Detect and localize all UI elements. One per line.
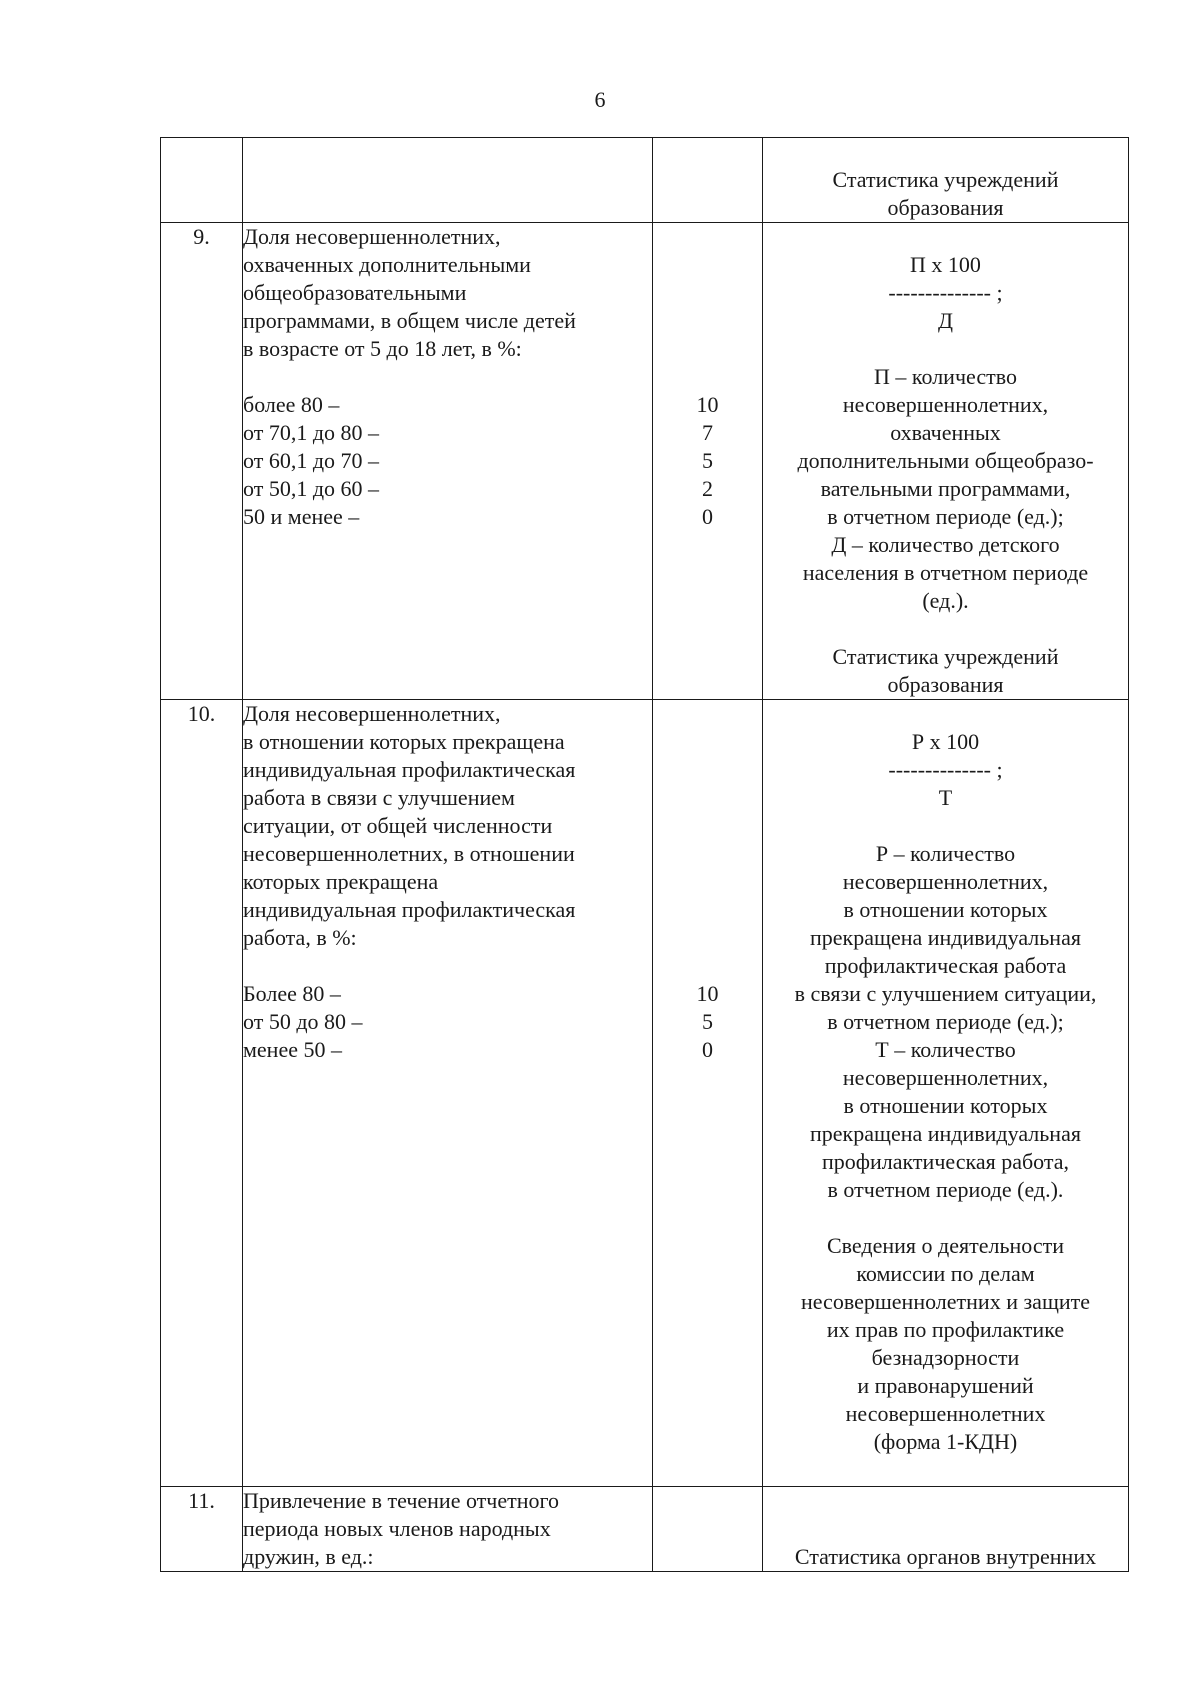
range-line: от 60,1 до 70 – [243,448,380,473]
definition-line: Р – количество [875,841,1016,866]
row-number: 11. [161,1487,243,1572]
indicator-cell [243,1487,653,1572]
source-line: образования [887,672,1004,697]
table-row [161,138,1129,223]
source-line: (форма 1-КДН) [873,1429,1018,1454]
indicator-cell [243,700,653,1487]
indicator-title-line: ситуации, от общей численности [243,813,553,838]
definition-line: вательными программами, [820,476,1071,501]
points-value: 5 [702,448,713,473]
range-line: от 50,1 до 60 – [243,476,380,501]
range-line: от 50 до 80 – [243,1009,363,1034]
formula-denominator: Д [937,308,953,333]
indicator-title-line: общеобразовательными [243,280,467,305]
indicator-title-line: охваченных дополнительными [243,252,531,277]
points-cell [653,700,763,1487]
indicator-title-line: индивидуальная профилактическая [243,897,576,922]
source-line: образования [887,195,1004,220]
range-line: 50 и менее – [243,504,360,529]
source-cell [763,1487,1129,1572]
method-cell [763,700,1129,1487]
definition-line: в отчетном периоде (ед.). [827,1177,1064,1202]
formula-fraction-line: -------------- ; [888,757,1003,782]
indicator-title-line: программами, в общем числе детей [243,308,576,333]
points-value: 5 [702,1009,713,1034]
source-line: и правонарушений [857,1373,1034,1398]
points-value: 7 [702,420,713,445]
indicator-title-line: в возрасте от 5 до 18 лет, в %: [243,336,522,361]
indicator-title-line: Доля несовершеннолетних, [243,224,501,249]
range-line: от 70,1 до 80 – [243,420,380,445]
definition-line: населения в отчетном периоде [802,560,1089,585]
range-line: менее 50 – [243,1037,342,1062]
points-value: 10 [696,392,719,417]
definition-line: Т – количество [875,1037,1016,1062]
points-value: 0 [702,1037,713,1062]
points-cell [653,1487,763,1572]
table-row [161,223,1129,700]
definition-line: несовершеннолетних, [842,1065,1049,1090]
source-line: Статистика учреждений [832,167,1059,192]
source-line: Статистика учреждений [832,644,1059,669]
indicator-title-line: в отношении которых прекращена [243,729,565,754]
points-value: 10 [696,981,719,1006]
formula-numerator: П х 100 [910,252,981,277]
page-number: 6 [594,87,606,112]
indicator-cell [243,223,653,700]
range-line: более 80 – [243,392,340,417]
row-number-cell [161,138,243,223]
definition-line: Д – количество детского [831,532,1060,557]
indicator-title-line: Привлечение в течение отчетного [243,1488,559,1513]
method-cell [763,223,1129,700]
indicator-title-line: Доля несовершеннолетних, [243,701,501,726]
definition-line: дополнительными общеобразо- [797,448,1094,473]
row-number: 9. [161,223,243,700]
source-line: безнадзорности [871,1345,1020,1370]
definition-line: охваченных [890,420,1001,445]
source-line: Сведения о деятельности [827,1233,1064,1258]
definition-line: прекращена индивидуальная [810,925,1081,950]
indicator-title-line: несовершеннолетних, в отношении [243,841,575,866]
points-value: 2 [702,476,713,501]
source-cell [763,138,1129,223]
source-line: их прав по профилактике [826,1317,1065,1342]
source-line: комиссии по делам [856,1261,1035,1286]
source-line: несовершеннолетних и защите [800,1289,1091,1314]
indicators-table [160,137,1129,1572]
indicator-title-line: которых прекращена [243,869,439,894]
table-row [161,1487,1129,1572]
points-cell [653,223,763,700]
indicator-cell [243,138,653,223]
indicator-title-line: работа в связи с улучшением [243,785,515,810]
definition-line: (ед.). [922,588,969,613]
points-cell [653,138,763,223]
definition-line: профилактическая работа [824,953,1067,978]
definition-line: профилактическая работа, [821,1149,1070,1174]
table-row [161,700,1129,1487]
source-line: несовершеннолетних [845,1401,1046,1426]
definition-line: П – количество [874,364,1017,389]
definition-line: прекращена индивидуальная [810,1121,1081,1146]
range-line: Более 80 – [243,981,341,1006]
row-number: 10. [161,700,243,1487]
formula-numerator: Р х 100 [911,729,980,754]
indicator-title-line: дружин, в ед.: [243,1544,374,1569]
definition-line: в отчетном периоде (ед.); [827,1009,1064,1034]
definition-line: в отношении которых [843,1093,1048,1118]
points-value: 0 [702,504,713,529]
formula-fraction-line: -------------- ; [888,280,1003,305]
source-line: Статистика органов внутренних [794,1544,1097,1569]
indicator-title-line: индивидуальная профилактическая [243,757,576,782]
definition-line: в связи с улучшением ситуации, [794,981,1097,1006]
definition-line: несовершеннолетних, [842,392,1049,417]
formula-denominator: Т [938,785,953,810]
definition-line: несовершеннолетних, [842,869,1049,894]
indicator-title-line: периода новых членов народных [243,1516,551,1541]
definition-line: в отношении которых [843,897,1048,922]
indicator-title-line: работа, в %: [243,925,357,950]
definition-line: в отчетном периоде (ед.); [827,504,1064,529]
